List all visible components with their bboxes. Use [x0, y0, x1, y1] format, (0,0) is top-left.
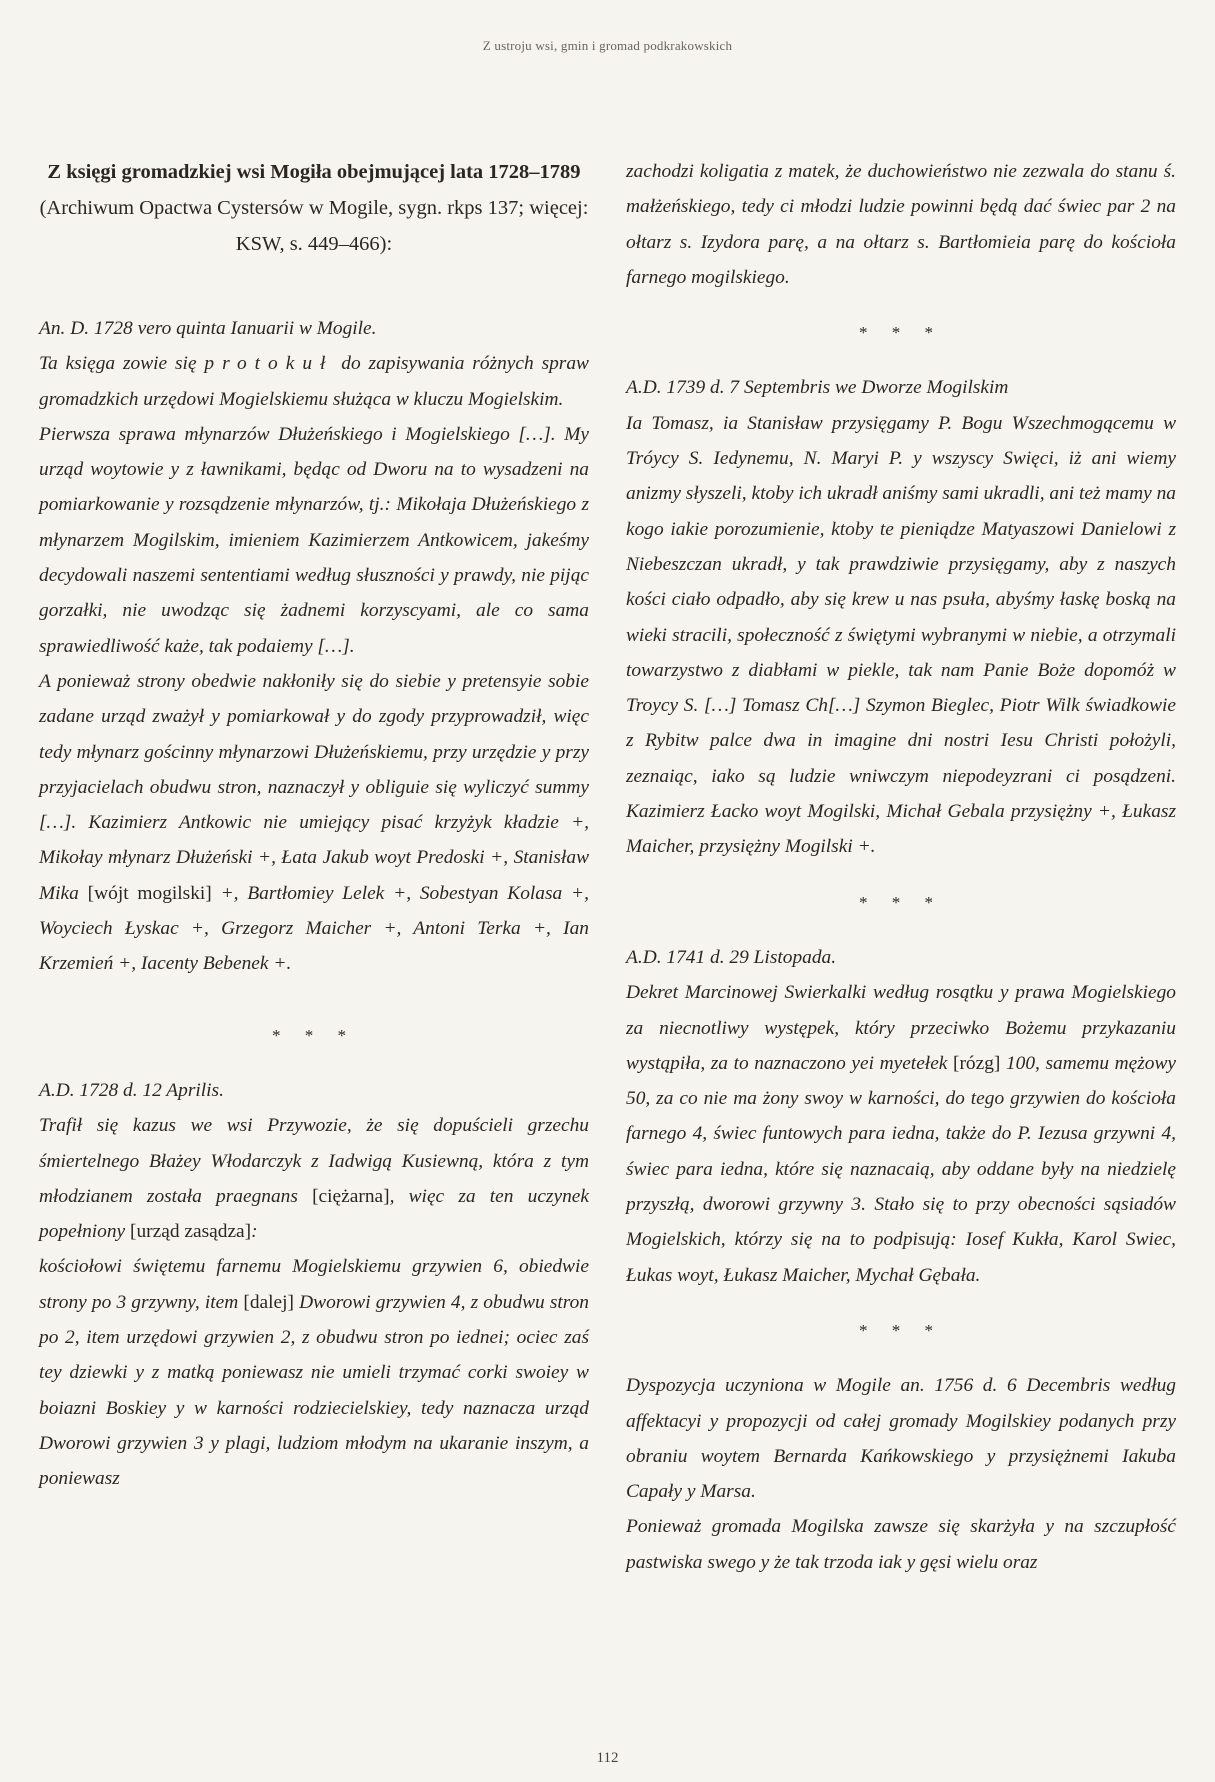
- section-title-bold: Z księgi gromadzkiej wsi Mogiła obejmującej lata 1728–1789: [47, 161, 581, 183]
- text-run: Trafił się kazus we wsi Przywozie, że się dopuścieli grzechu śmiertelnego Błażey Włodarczyk z Iadwigą Kusiewną, która z tym młodzianem została praegnans: [39, 1115, 589, 1207]
- editorial-insert: [ciężarna]: [312, 1185, 390, 1207]
- paragraph: Ponieważ gromada Mogilska zawsze się skarżyła y na szczupłość pastwiska swego y że tak trzoda iak y gęsi wielu oraz: [626, 1516, 1176, 1573]
- running-header: Z ustroju wsi, gmin i gromad podkrakowskich: [482, 38, 733, 53]
- text-run: 100, samemu mężowy 50, za co nie ma żony swoy w karności, do tego grzywien do kościoła farnego 4, świec funtowych para iedna, także do P. Iezusa grzywni 4, świec para iedna, które się naznacaią, aby oddane były na niedzielę przyszłą, dworowi grzywny 3. Stało się to przy obecności sąsiadów Mogielskich, którzy się na to podpisują: Iosef Kukła, Karol Swiec, Łukas woyt, Łukasz Maicher, Mychał Gębała.: [626, 1052, 1177, 1286]
- paragraph: [39, 664, 589, 982]
- section-separator: * * *: [272, 1025, 356, 1045]
- paragraph: Pierwsza sprawa młynarzów Dłużeńskiego i Mogielskiego […]. My urząd woytowie y z ławnikami, będąc od Dworu na to wysadzeni na pomiarkowanie y rozsądzenie młynarzów, tj.: Mikołaja Dłużeńskiego z młynarzem Mogilskim, imieniem Kazimierzem Antkowicem, jakeśmy decydowali naszemi sententiami według słuszności y prawdy, nie pijąc gorzałki, nie uwodząc się żadnemi korzyscyami, ale co sama sprawiedliwość każe, tak podaiemy […].: [39, 423, 589, 657]
- text-run: , więc za ten uczynek popełniony: [39, 1185, 589, 1243]
- page-number: 112: [596, 1750, 619, 1766]
- text-run: kościołowi świętemu farnemu Mogielskiemu grzywien 6, obiedwie strony po 3 grzywny, item: [39, 1256, 589, 1313]
- text-run: do zapisywania różnych spraw gromadzkich urzędowi Mogielskiemu służąca w kluczu Mogielskim.: [39, 353, 589, 410]
- paragraph: zachodzi koligatia z matek, że duchowieństwo nie zezwala do stanu ś. małżeńskiego, tedy ci młodzi ludzie powinni będą dać świec par 2 na ołtarz s. Izydora parę, a na ołtarz s. Bartłomieia parę do kościoła farnego mogilskiego.: [626, 161, 1176, 288]
- text-run: A ponieważ strony obedwie nakłoniły się do siebie y pretensyie sobie zadane urząd zważył y pomiarkował y do zgody przyprowadził, więc tedy młynarz gościnny młynarzowi Dłużeńskiemu, przy urzędzie y przy przyjacielach obudwu stron, naznaczył y obliguie się wyliczyć summy […]. Kazimierz Antkowic nie umiejący pisać krzyżyk kładzie +, Mikołay młynarz Dłużeński +, Łata Jakub woyt Predoski +, Stanisław Mika: [39, 670, 589, 904]
- paragraph: [39, 1249, 589, 1496]
- right-column: [626, 154, 1176, 1580]
- text-run: :: [251, 1221, 258, 1243]
- text-run: Ta księga zowie się: [39, 353, 205, 375]
- entry-heading: A.D. 1741 d. 29 Listopada.: [626, 946, 837, 968]
- section-separator: * * *: [859, 892, 943, 912]
- spaced-word: protokuł: [204, 353, 334, 375]
- text-run: Dworowi grzywien 4, z obudwu stron po 2, item urzędowi grzywien 2, z obudwu stron po iednei; ociec zaś tey dziewki y z matką poniewasz nie umieli trzymać corki swoiey w boiazni Boskiey y w karności rodziecielskiey, tedy naznacza urząd Dworowi grzywien 3 y plagi, ludziom młodym na ukaranie inszym, a poniewasz: [39, 1291, 589, 1490]
- paragraph: [626, 975, 1176, 1293]
- paragraph: [39, 1108, 589, 1249]
- paragraph: Ia Tomasz, ia Stanisław przysięgamy P. Bogu Wszechmogącemu w Tróycy S. Iedynemu, N. Maryi P. y wszyscy Swięci, iż ani wiemy anizmy słyszeli, ktoby ich ukradł aniśmy sami ukradli, ani też mamy na kogo iakie porozumienie, ktoby te pieniądze Matyaszowi Danielowi z Niebeszczan ukradł, y tak prawdziwie przysięgamy, aby z naszych kości ciało odpadło, aby się krew u nas psuła, abyśmy łaskę boską na wieki stracili, społeczność z świętymi wybranymi w niebie, a otrzymali towarzystwo z diabłami w piekle, tak nam Panie Boże dopomóż w Troycy S. […] Tomasz Ch[…] Szymon Bieglec, Piotr Wilk świadkowie z Rybitw palce dwa in imagine dni nostri Iesu Christi położyli, zeznaiąc, iako są ludzie wniwczym niepodeyzrani ci posądzeni. Kazimierz Łacko woyt Mogilski, Michał Gebala przysiężny +, Łukasz Maicher, przysiężny Mogilski +.: [626, 412, 1176, 858]
- section-title: [39, 154, 589, 262]
- paragraph: Dyspozycja uczyniona w Mogile an. 1756 d. 6 Decembris według affektacyi y propozycji od całej gromady Mogilskiey podanych przy obraniu woytem Bernarda Kańkowskiego y przysiężnemi Iakuba Capały y Marsa.: [626, 1375, 1176, 1503]
- editorial-insert: [rózg]: [953, 1052, 1001, 1074]
- entry-heading: A.D. 1728 d. 12 Aprilis.: [39, 1079, 224, 1101]
- text-run: Dekret Marcinowej Swierkalki według rosątku y prawa Mogielskiego za niecnotliwy występek, który przeciwko Bożemu przykazaniu wystąpiła, za to naznaczono yei myetełek: [626, 982, 1176, 1074]
- entry-heading: A.D. 1739 d. 7 Septembris we Dworze Mogilskim: [626, 377, 1009, 399]
- section-separator: * * *: [859, 1320, 943, 1340]
- paragraph: An. D. 1728 vero quinta Ianuarii w Mogile.: [39, 318, 377, 339]
- editorial-insert: [urząd zasądza]: [130, 1221, 252, 1243]
- editorial-insert: [wójt mogilski]: [87, 882, 212, 904]
- editorial-insert: [dalej]: [243, 1291, 294, 1313]
- section-separator: * * *: [859, 323, 943, 343]
- section-title-source: (Archiwum Opactwa Cystersów w Mogile, sygn. rkps 137; więcej: KSW, s. 449–466):: [39, 197, 589, 255]
- left-column: [39, 154, 589, 1497]
- text-run: +, Bartłomiey Lelek +, Sobestyan Kolasa +, Woyciech Łyskac +, Grzegorz Maicher +, Antoni Terka +, Ian Krzemień +, Iacenty Bebenek +.: [39, 882, 589, 975]
- paragraph: [39, 346, 589, 417]
